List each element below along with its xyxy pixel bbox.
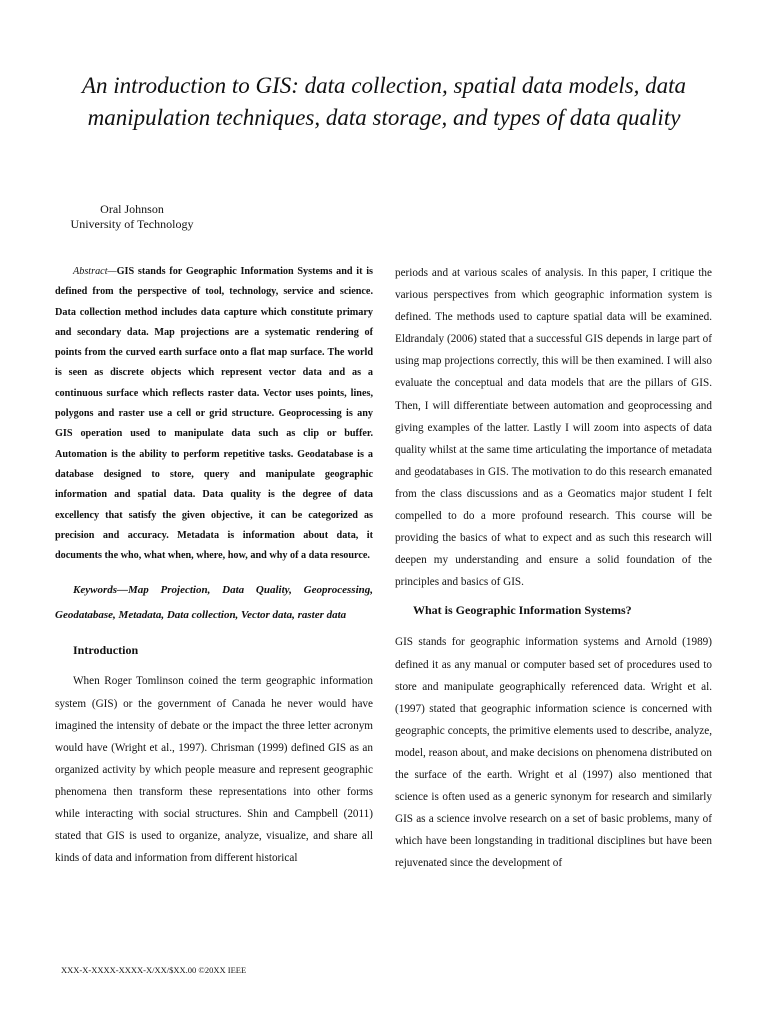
gis-section-paragraph: GIS stands for geographic information systems and Arnold (1989) defined it as any manual or computer based set of procedures used to store and manipulate geographically referenced data. Wright et al. (1997) stated that geographic information science is concerned with geographic concepts, the primitive elements used to describe, analyze, model, reason about, and make decisions on phenomena distributed on the surface of the earth. Wright et al (1997) also mentioned that science is often used as a generic synonym for research and similarly GIS as a science involve research on a set of basic problems, many of which have been longstanding in traditional disciplines but have been rejuvenated since the development of — [395, 636, 712, 870]
author-name: Oral Johnson — [100, 202, 164, 216]
author-block — [40, 202, 224, 232]
left-column — [55, 262, 373, 869]
keywords: Keywords—Map Projection, Data Quality, Geoprocessing, Geodatabase, Metadata, Data collection, Vector data, raster data — [55, 584, 373, 622]
introduction-continuation: periods and at various scales of analysis. In this paper, I critique the various perspectives from which geographic information system is defined. The methods used to capture spatial data will be examined. Eldrandaly (2006) stated that a successful GIS depends in large part of using map projections correctly, this will be then examined. I will also evaluate the conceptual and data models that are the pillars of GIS. Then, I will differentiate between automation and geoprocessing and giving examples of the latter. Lastly I will zoom into aspects of data quality whilst at the same time articulating the importance of metadata and geodatabases in GIS. The motivation to do this research emanated from the class discussions and as a Geomatics major student I felt compelled to do a more profound research. This course will be providing the basics of what to expect and as such this research will deepen my understanding and ensure a solid foundation of the principles and basics of GIS. — [395, 267, 712, 589]
right-column — [395, 262, 712, 874]
gis-section-heading: What is Geographic Information Systems? — [413, 603, 632, 618]
copyright-footer: XXX-X-XXXX-XXXX-X/XX/$XX.00 ©20XX IEEE — [61, 965, 247, 975]
abstract — [55, 262, 373, 566]
introduction-heading: Introduction — [73, 643, 139, 658]
paper-title: An introduction to GIS: data collection, spatial data models, data manipulation techniques, data storage, and types of data quality — [81, 73, 687, 130]
abstract-label: Abstract— — [73, 266, 117, 277]
author-affiliation: University of Technology — [70, 217, 194, 231]
abstract-text: GIS stands for Geographic Information Systems and it is defined from the perspective of tool, technology, service and science. Data collection method includes data capture which constitute primary and secondary data. Map projections are a systematic rendering of points from the curved earth surface onto a flat map surface. The world is seen as discrete objects which represent vector data and as a continuous surface which reflects raster data. Vector uses points, lines, polygons and raster use a cell or grid structure. Geoprocessing is any GIS operation used to manipulate data such as clip or buffer. Automation is the ability to perform repetitive tasks. Geodatabase is a database designed to store, query and manipulate geographic information and spatial data. Data quality is the degree of data excellency that satisfy the given objective, it can be categorized as precision and accuracy. Metadata is information about data, it documents the who, what when, where, how, and why of a data resource. — [55, 266, 373, 562]
introduction-paragraph: When Roger Tomlinson coined the term geographic information system (GIS) or the government of Canada he never would have imagined the intensity of debate or the impact the three letter acronym would have (Wright et al., 1997). Chrisman (1999) defined GIS as an organized activity by which people measure and represent geographic phenomena then transform these representations into other forms while interacting with social structures. Shin and Campbell (2011) stated that GIS is used to organize, analyze, visualize, and share all kinds of data and information from different historical — [55, 675, 373, 865]
